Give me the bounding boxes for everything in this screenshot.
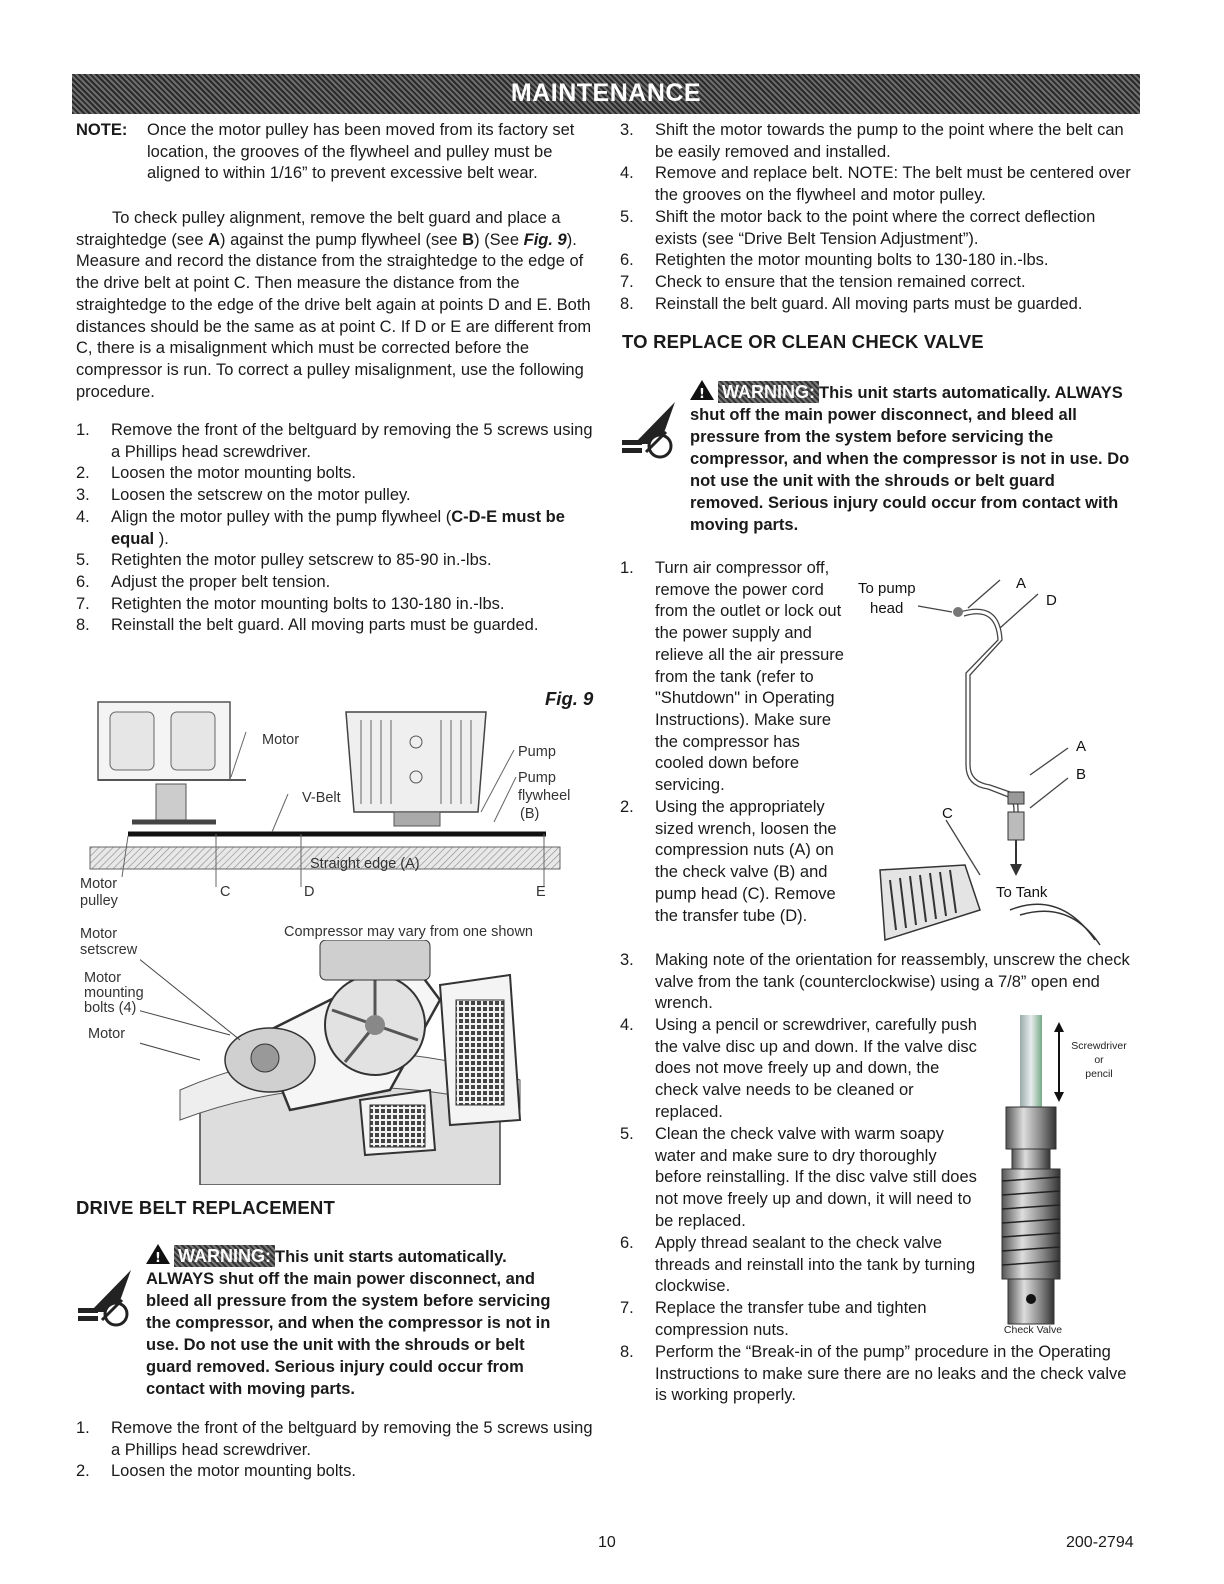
check-valve-warning [690, 380, 1130, 536]
alignment-paragraph [76, 208, 601, 403]
fig9-point-e: E [536, 884, 546, 900]
note-block [76, 120, 601, 185]
warning-tag: WARNING: [174, 1245, 275, 1267]
section-banner [72, 74, 1140, 114]
drive-belt-heading: DRIVE BELT REPLACEMENT [76, 1197, 335, 1218]
compressor-drawing [140, 940, 580, 1185]
motor-label: Motor [88, 1026, 126, 1042]
document-number: 200-2794 [1066, 1534, 1134, 1551]
tube-label-a-mid: A [1076, 738, 1087, 755]
tube-label-b: B [1076, 766, 1087, 783]
page-number: 10 [598, 1534, 616, 1551]
tube-label-to-tank: To Tank [996, 884, 1048, 901]
fig9-label: Fig. 9 [545, 688, 594, 709]
check-valve-step-4: 4. Using a pencil or screwdriver, carefully push the valve disc up and down. If the valve disc does not move freely up and down, the check valve needs to be cleaned or replaced. [620, 1016, 977, 1121]
list-item: 3. Loosen the setscrew on the motor pulley. [76, 486, 411, 505]
warning-text: This unit starts automatically. ALWAYS shut off the main power disconnect, and bleed all pressure from the system before servicing the compressor, and when the compressor is not in use. Do not use the unit with the shrouds or belt guard removed. Serious injury could occur from contact with moving parts. [690, 384, 1130, 534]
warning-triangle-icon [690, 380, 714, 400]
svg-text:!: ! [155, 1251, 161, 1264]
setscrew-label-2: setscrew [80, 942, 138, 958]
hand-caution-icon [620, 400, 686, 460]
warning-tag: WARNING: [718, 381, 819, 403]
fig9-straight-edge-label: Straight edge (A) [310, 856, 420, 872]
svg-text:!: ! [699, 387, 705, 400]
hand-caution-icon [76, 1268, 142, 1328]
para-text: To check pulley alignment, remove the belt guard and place a straightedge (see [76, 209, 561, 249]
check-valve-step-5: 5. Clean the check valve with warm soapy water and make sure to dry thoroughly before reinstalling. If the disc valve still does not move freely up and down, it will need to be replaced. [620, 1125, 977, 1230]
compressor-caption: Compressor may vary from one shown [284, 924, 533, 940]
list-item: 6. Retighten the motor mounting bolts to 130-180 in.-lbs. [620, 251, 1049, 270]
check-valve-caption: Check Valve [1003, 1324, 1063, 1336]
alignment-steps [76, 420, 596, 637]
belt-steps-continued [620, 120, 1140, 315]
list-item: 8. Reinstall the belt guard. All moving parts must be guarded. [620, 294, 1083, 313]
pump-illustration [346, 712, 486, 826]
drive-belt-warning [146, 1244, 566, 1400]
check-valve-step-3: 3. Making note of the orientation for reassembly, unscrew the check valve from the tank (counterclockwise) using a 7/8” open end wrench. [620, 951, 1130, 1013]
fig9-motor-label: Motor [262, 732, 300, 748]
warning-text: This unit starts automatically. ALWAYS shut off the main power disconnect, and bleed all pressure from the system before servicing the compressor, and when the compressor is not in use. Do not use the unit with the shrouds or belt guard removed. Serious injury could occur from contact with moving parts. [146, 1248, 551, 1398]
fig9-motor-pulley-1: Motor [80, 876, 118, 892]
fig9-vbelt-label: V-Belt [302, 790, 341, 806]
fig9-pump-label: Pump [518, 744, 556, 760]
list-item: 7. Check to ensure that the tension remained correct. [620, 272, 1026, 291]
list-item: 8. Reinstall the belt guard. All moving parts must be guarded. [76, 616, 539, 635]
list-item: 5. Retighten the motor pulley setscrew to 85-90 in.-lbs. [76, 551, 492, 570]
list-item: 5. Shift the motor back to the point where the correct deflection exists (see “Drive Belt Tension Adjustment”). [620, 207, 1096, 248]
mounting-label-1: Motor [84, 970, 122, 986]
list-item: 4. Align the motor pulley with the pump flywheel (C-D-E must be equal ). [76, 507, 565, 548]
screwdriver-label-1: Screwdriver [1071, 1040, 1127, 1052]
tube-label-c: C [942, 805, 953, 822]
tube-label-d: D [1046, 592, 1057, 609]
check-valve-step-7: 7. Replace the transfer tube and tighten compression nuts. [620, 1299, 927, 1339]
list-item: 1. Remove the front of the beltguard by removing the 5 screws using a Phillips head screwdriver. [76, 421, 593, 461]
check-valve-step-8: 8. Perform the “Break-in of the pump” procedure in the Operating Instructions to make sure there are no leaks and the check valve is working properly. [620, 1343, 1127, 1405]
tube-label-a-top: A [1016, 575, 1027, 592]
note-label: NOTE: [76, 121, 128, 139]
list-item: 6. Adjust the proper belt tension. [76, 572, 331, 591]
mounting-label-2: mounting [84, 985, 144, 1001]
list-item: 2. Loosen the motor mounting bolts. [76, 464, 356, 483]
check-valve-step-1: 1. Turn air compressor off, remove the power cord from the outlet or lock out the power supply and relieve all the air pressure from the tank (refer to "Shutdown" in Operating Instructions). Make sure the compressor has cooled down before servicing. [620, 559, 844, 795]
setscrew-label-1: Motor [80, 926, 118, 942]
para-fig-ref: Fig. 9 [523, 230, 567, 249]
check-valve-heading: TO REPLACE OR CLEAN CHECK VALVE [622, 331, 984, 352]
drive-belt-steps [76, 1418, 596, 1483]
para-ref-b: B [462, 230, 475, 249]
pump-head-illustration [880, 865, 1100, 945]
list-item: 7. Retighten the motor mounting bolts to 130-180 in.-lbs. [76, 594, 505, 613]
fig9-motor-pulley-2: pulley [80, 893, 118, 909]
list-item: 3. Shift the motor towards the pump to the point where the belt can be easily removed and installed. [620, 121, 1124, 161]
para-ref-a: A [208, 230, 221, 249]
warning-triangle-icon [146, 1244, 170, 1264]
list-item: 1. Remove the front of the beltguard by removing the 5 screws using a Phillips head screwdriver. [76, 1419, 593, 1459]
note-text: Once the motor pulley has been moved from its factory set location, the grooves of the flywheel and pulley must be aligned to within 1/16” to prevent excessive belt wear. [147, 121, 575, 183]
fig9-point-c: C [220, 884, 231, 900]
to-pump-label-1: To pump [858, 580, 916, 597]
fig9-flywheel-label-3: (B) [520, 806, 540, 822]
list-item: 4. Remove and replace belt. NOTE: The belt must be centered over the grooves on the flywheel and motor pulley. [620, 164, 1131, 205]
check-valve-step-6: 6. Apply thread sealant to the check valve threads and reinstall into the tank by turning clockwise. [620, 1234, 976, 1296]
fig9-flywheel-label-2: flywheel [518, 788, 571, 804]
para-text: ) (See [474, 230, 524, 249]
mounting-label-3: bolts (4) [84, 1000, 137, 1016]
para-text: ) against the pump flywheel (see [220, 230, 463, 249]
fig9-point-d: D [304, 884, 315, 900]
section-title: MAINTENANCE [510, 79, 702, 108]
screwdriver-label-2: or [1094, 1054, 1104, 1066]
check-valve-step-2: 2. Using the appropriately sized wrench, loosen the compression nuts (A) on the check valve (B) and pump head (C). Remove the transfer tube (D). [620, 798, 837, 925]
para-text: ). Measure and record the distance from the straightedge to the edge of the drive belt at point C. Then measure the distance from the straightedge to the edge of the drive belt again at points D and E. Both distances should be the same as at point C. If D or E are different from C, there is a misalignment which must be corrected before the compressor is run. To correct a pulley misalignment, use the following procedure. [76, 230, 592, 401]
motor-illustration [98, 702, 246, 824]
screwdriver-label-3: pencil [1085, 1068, 1113, 1080]
list-item: 2. Loosen the motor mounting bolts. [76, 1462, 356, 1481]
fig9-flywheel-label-1: Pump [518, 770, 556, 786]
to-pump-label-2: head [870, 600, 904, 617]
